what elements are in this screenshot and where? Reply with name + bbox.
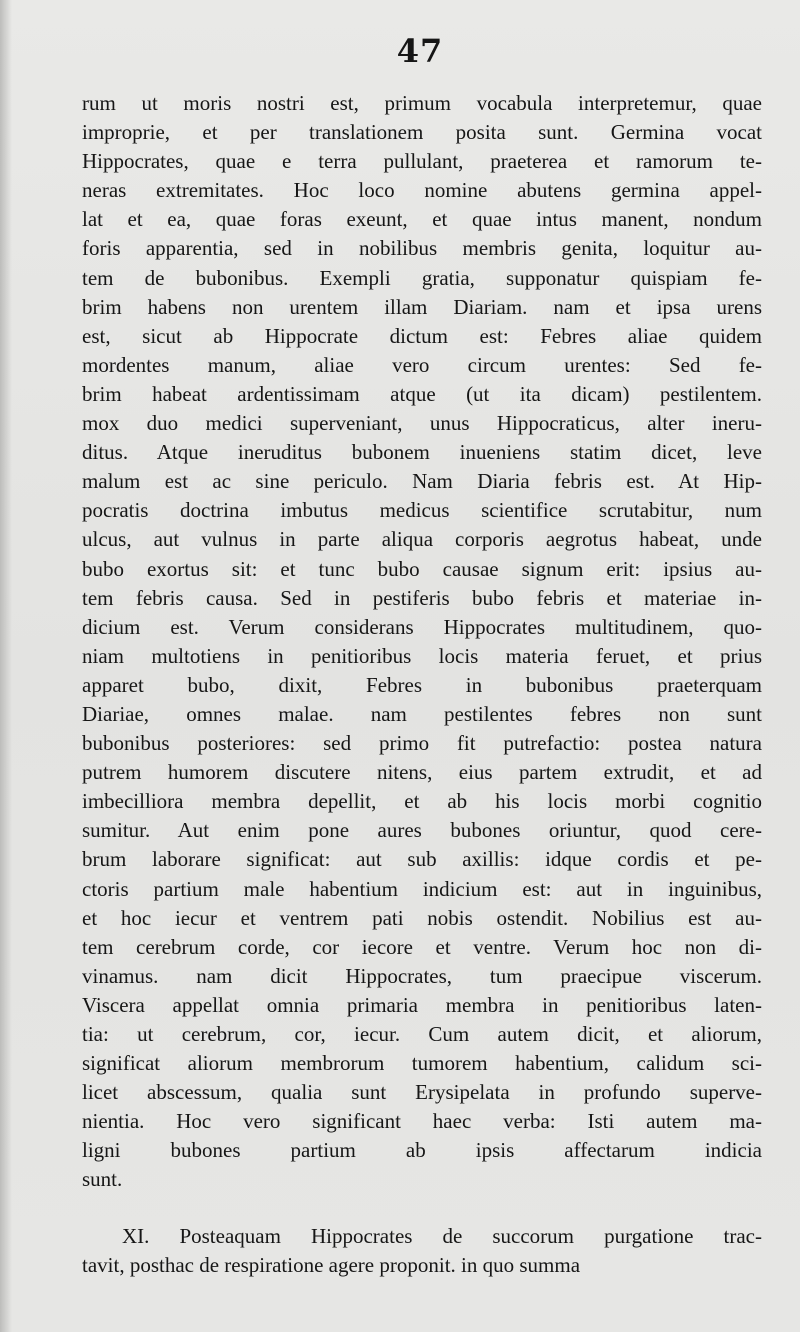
text-line: tem de bubonibus. Exempli gratia, supponatur quispiam fe- [82,265,762,290]
text-line: mordentes manum, aliae vero circum urentes: Sed fe- [82,352,762,377]
text-line: brim habens non urentem illam Diariam. nam et ipsa urens [82,294,762,319]
text-line: niam multotiens in penitioribus locis materia feruet, et prius [82,643,762,668]
text-line: sumitur. Aut enim pone aures bubones oriuntur, quod cere- [82,818,762,843]
text-line: Viscera appellat omnia primaria membra in penitioribus laten- [82,992,762,1017]
text-line: neras extremitates. Hoc loco nomine abutens germina appel- [82,178,762,203]
text-line: dicium est. Verum considerans Hippocrates multitudinem, quo- [82,614,762,639]
text-line: brim habeat ardentissimam atque (ut ita dicam) pestilentem. [82,381,762,406]
text-line: apparet bubo, dixit, Febres in bubonibus praeterquam [82,672,762,697]
text-line: Hippocrates, quae e terra pullulant, praeterea et ramorum te- [82,149,762,174]
text-line: licet abscessum, qualia sunt Erysipelata in profundo superve- [82,1080,762,1105]
text-line: ctoris partium male habentium indicium est: aut in inguinibus, [82,876,762,901]
text-line: bubonibus posteriores: sed primo fit putrefactio: postea natura [82,731,762,756]
page-edge-shadow [0,0,12,1332]
text-line: rum ut moris nostri est, primum vocabula interpretemur, quae [82,91,762,115]
text-line: vinamus. nam dicit Hippocrates, tum praecipue viscerum. [82,963,762,988]
text-line: ditus. Atque ineruditus bubonem inueniens statim dicet, leve [82,440,762,465]
text-line: putrem humorem discutere nitens, eius partem extrudit, et ad [82,760,762,785]
text-line: XI. Posteaquam Hippocrates de succorum purgatione trac- [122,1224,762,1248]
text-line: tavit, posthac de respiratione agere proponit. in quo summa [82,1253,581,1278]
text-line: sunt. [82,1167,123,1192]
text-line: tem febris causa. Sed in pestiferis bubo febris et materiae in- [82,585,762,610]
text-line: significat aliorum membrorum tumorem habentium, calidum sci- [82,1051,762,1076]
text-line: improprie, et per translationem posita sunt. Germina vocat [82,120,762,145]
text-line: lat et ea, quae foras exeunt, et quae intus manent, nondum [82,207,762,232]
text-line: foris apparentia, sed in nobilibus membris genita, loquitur au- [82,236,762,261]
text-line: ulcus, aut vulnus in parte aliqua corporis aegrotus habeat, unde [82,527,762,552]
text-line: imbecilliora membra depellit, et ab his locis morbi cognitio [82,789,762,814]
text-line: bubo exortus sit: et tunc bubo causae signum erit: ipsius au- [82,556,762,581]
text-line: ligni bubones partium ab ipsis affectarum indicia [82,1138,762,1163]
text-line: brum laborare significat: aut sub axillis: idque cordis et pe- [82,847,762,872]
text-line: nientia. Hoc vero significant haec verba: Isti autem ma- [82,1109,762,1134]
text-line: est, sicut ab Hippocrate dictum est: Febres aliae quidem [82,323,762,348]
text-line: pocratis doctrina imbutus medicus scientifice scrutabitur, num [82,498,762,523]
text-line: Diariae, omnes malae. nam pestilentes febres non sunt [82,701,762,726]
paragraph-two [82,1222,762,1280]
text-line: mox duo medici superveniant, unus Hippocraticus, alter ineru- [82,411,762,436]
text-line: tem cerebrum corde, cor iecore et ventre. Verum hoc non di- [82,934,762,959]
text-line: tia: ut cerebrum, cor, iecur. Cum autem dicit, et aliorum, [82,1022,762,1046]
paragraph-one [82,89,762,1195]
text-line: malum est ac sine periculo. Nam Diaria febris est. At Hip- [82,469,762,494]
page-number: 47 [396,32,444,70]
text-line: et hoc iecur et ventrem pati nobis ostendit. Nobilius est au- [82,905,762,930]
